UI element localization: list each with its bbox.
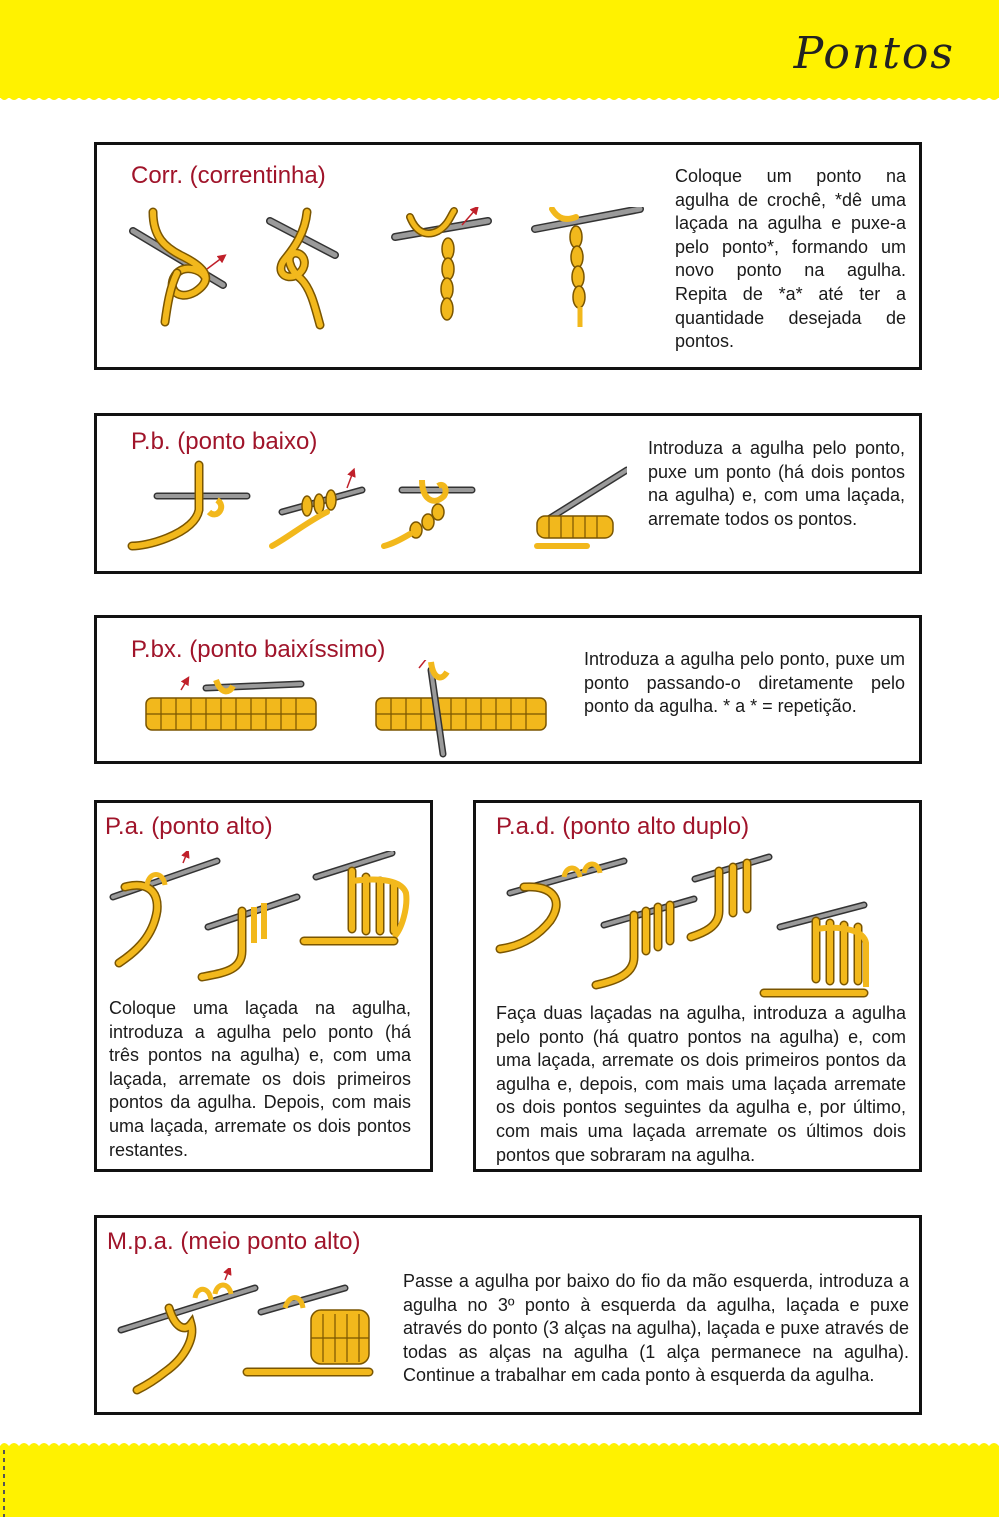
page-title: Pontos [793, 28, 955, 79]
stitch-description-meio-ponto-alto: Passe a agulha por baixo do fio da mão esquerda, introduza a agulha no 3º ponto à esquerda da agulha, laçada e puxe através do ponto (3 alças na agulha), laçada e puxe através de todas as alças na agulha (1 alça permanece na agulha). Continue a trabalhar em cada ponto à esquerda da agulha. [403, 1271, 909, 1386]
stitch-title-correntinha: Corr. (correntinha) [131, 162, 326, 189]
footer-cut-marks [0, 1450, 8, 1517]
stitch-card-ponto-baixissimo [94, 615, 922, 764]
stitch-description-ponto-alto-duplo: Faça duas laçadas na agulha, introduza a agulha pelo ponto (há quatro pontos na agulha) e, com uma laçada, arremate os dois primeiros pontos da agulha e, depois, com mais uma laçada arremate os dois pontos seguintes da agulha e, por último, com mais uma laçada arremate os últimos dois pontos que sobraram na agulha. [496, 1003, 906, 1165]
footer-band [0, 1448, 999, 1517]
ponto-baixissimo-illustration [141, 660, 551, 760]
stitch-description-ponto-baixissimo: Introduza a agulha pelo ponto, puxe um ponto passando-o diretamente pelo ponto da agulha. * a * = repetição. [584, 649, 905, 717]
stitch-card-ponto-alto [94, 800, 433, 1172]
stitch-card-meio-ponto-alto [94, 1215, 922, 1415]
stitch-card-ponto-alto-duplo [473, 800, 922, 1172]
stitch-title-ponto-alto: P.a. (ponto alto) [105, 813, 273, 840]
ponto-baixo-illustration [127, 460, 627, 560]
ponto-alto-duplo-illustration [494, 851, 904, 999]
stitch-title-ponto-baixissimo: P.bx. (ponto baixíssimo) [131, 636, 386, 663]
stitch-title-ponto-alto-duplo: P.a.d. (ponto alto duplo) [496, 813, 750, 840]
stitch-card-correntinha [94, 142, 922, 370]
correntinha-illustration [125, 207, 645, 332]
stitch-description-ponto-baixo: Introduza a agulha pelo ponto, puxe um ponto (há dois pontos na agulha) e, com uma laçada, arremate todos os pontos. [648, 438, 905, 529]
meio-ponto-alto-illustration [115, 1268, 385, 1398]
stitch-card-ponto-baixo [94, 413, 922, 574]
stitch-title-ponto-baixo: P.b. (ponto baixo) [131, 428, 318, 455]
stitch-title-meio-ponto-alto: M.p.a. (meio ponto alto) [107, 1228, 361, 1255]
header-scallop-edge [0, 93, 999, 103]
stitch-description-correntinha: Coloque um ponto na agulha de crochê, *dê uma laçada na agulha e puxe-a pelo ponto*, formando um novo ponto na agulha. Repita de *a* até ter a quantidade desejada de pontos. [675, 166, 906, 352]
stitch-description-ponto-alto: Coloque uma laçada na agulha, introduza a agulha pelo ponto (há três pontos na agulha) e, com uma laçada, arremate os dois primeiros pontos da agulha. Depois, com mais uma laçada, arremate os dois pontos restantes. [109, 998, 411, 1160]
ponto-alto-illustration [107, 851, 423, 991]
